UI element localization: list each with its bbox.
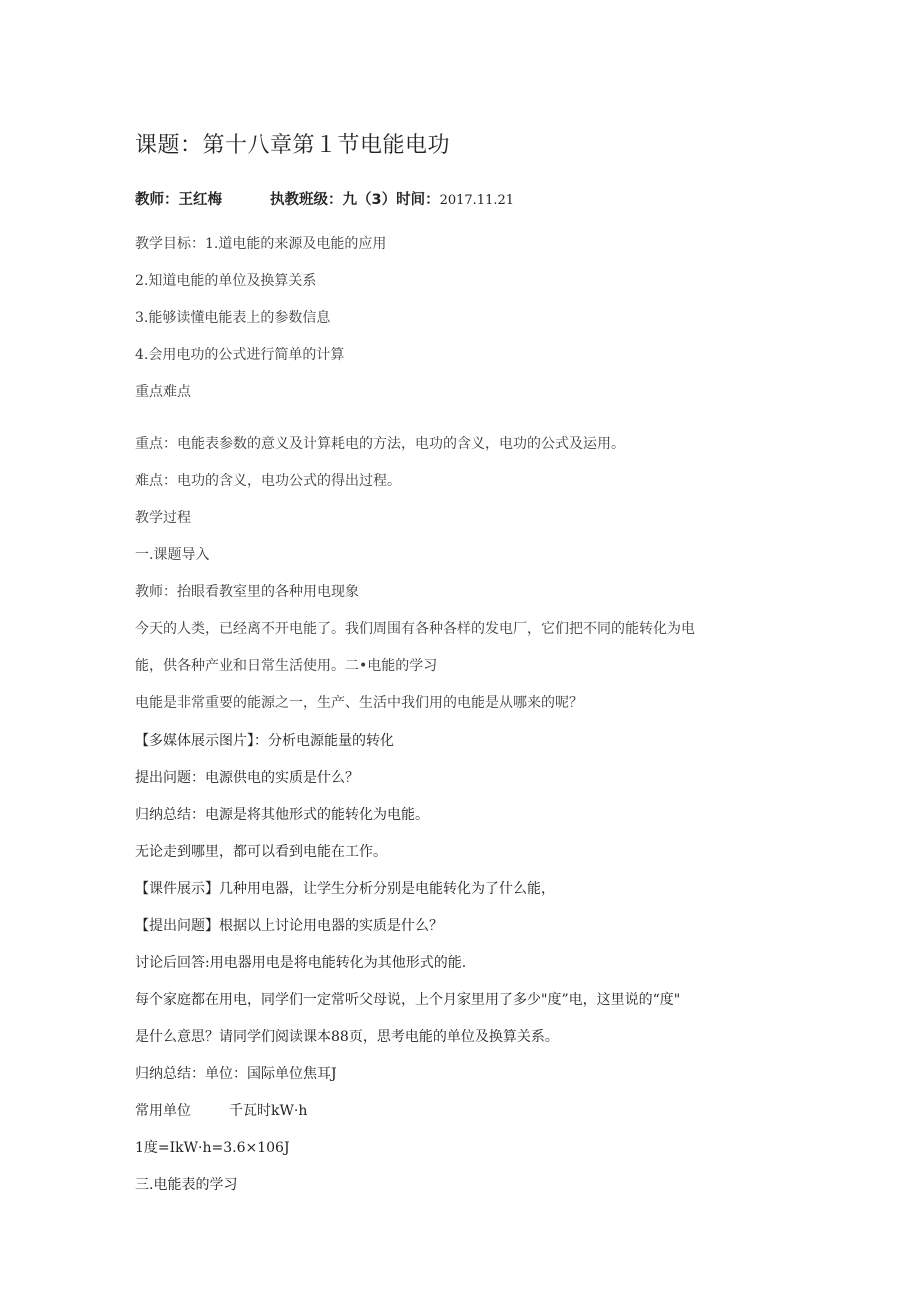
paragraph: 归纳总结：电源是将其他形式的能转化为电能。 bbox=[135, 807, 429, 823]
common-unit-value: 千瓦时kW·h bbox=[229, 1103, 308, 1119]
paragraph: 电能是非常重要的能源之一，生产、生活中我们用的电能是从哪来的呢？ bbox=[135, 695, 583, 711]
paragraph: 讨论后回答:用电器用电是将电能转化为其他形式的能. bbox=[135, 955, 467, 971]
difficult-point: 难点：电功的含义，电功公式的得出过程。 bbox=[135, 473, 401, 489]
paragraph: 提出问题：电源供电的实质是什么？ bbox=[135, 770, 359, 786]
lesson-info bbox=[135, 188, 514, 209]
paragraph: 能，供各种产业和日常生活使用。二•电能的学习 bbox=[135, 658, 438, 674]
paragraph: 今天的人类，已经离不开电能了。我们周围有各种各样的发电厂，它们把不同的能转化为电 bbox=[135, 621, 695, 637]
section-1-heading: 一.课题导入 bbox=[135, 547, 210, 563]
lesson-date: 2017.11.21 bbox=[439, 193, 515, 208]
paragraph: 【多媒体展示图片】：分析电源能量的转化 bbox=[135, 733, 394, 749]
section-3-heading: 三.电能表的学习 bbox=[135, 1177, 238, 1193]
objective-2: 2.知道电能的单位及换算关系 bbox=[135, 273, 317, 289]
paragraph: 每个家庭都在用电，同学们一定常听父母说，上个月家里用了多少"度”电，这里说的“度" bbox=[135, 992, 681, 1008]
key-points-heading: 重点难点 bbox=[135, 384, 191, 400]
lesson-title: 课题：第十八章第１节电能电功 bbox=[135, 133, 451, 158]
paragraph: 无论走到哪里，都可以看到电能在工作。 bbox=[135, 844, 387, 860]
unit-conversion: 1度=IkW·h=3.6×106J bbox=[135, 1140, 290, 1156]
common-unit-row bbox=[135, 1101, 307, 1121]
objective-1: 教学目标：1.道电能的来源及电能的应用 bbox=[135, 236, 387, 252]
teacher-name: 教师：王红梅 bbox=[135, 192, 222, 208]
paragraph: 【提出问题】根据以上讨论用电器的实质是什么？ bbox=[135, 918, 443, 934]
common-unit-label: 常用单位 bbox=[135, 1103, 191, 1119]
objective-4: 4.会用电功的公式进行简单的计算 bbox=[135, 347, 345, 363]
key-point: 重点：电能表参数的意义及计算耗电的方法，电功的含义，电功的公式及运用。 bbox=[135, 436, 625, 452]
process-heading: 教学过程 bbox=[135, 510, 191, 526]
paragraph: 【课件展示】几种用电器，让学生分析分别是电能转化为了什么能， bbox=[135, 881, 555, 897]
objective-3: 3.能够读懂电能表上的参数信息 bbox=[135, 310, 331, 326]
paragraph: 教师：抬眼看教室里的各种用电现象 bbox=[135, 584, 359, 600]
paragraph: 归纳总结：单位：国际单位焦耳J bbox=[135, 1066, 337, 1082]
paragraph: 是什么意思？请同学们阅读课本88页，思考电能的单位及换算关系。 bbox=[135, 1029, 559, 1045]
class-time-label: 执教班级：九（3）时间： bbox=[270, 192, 440, 208]
